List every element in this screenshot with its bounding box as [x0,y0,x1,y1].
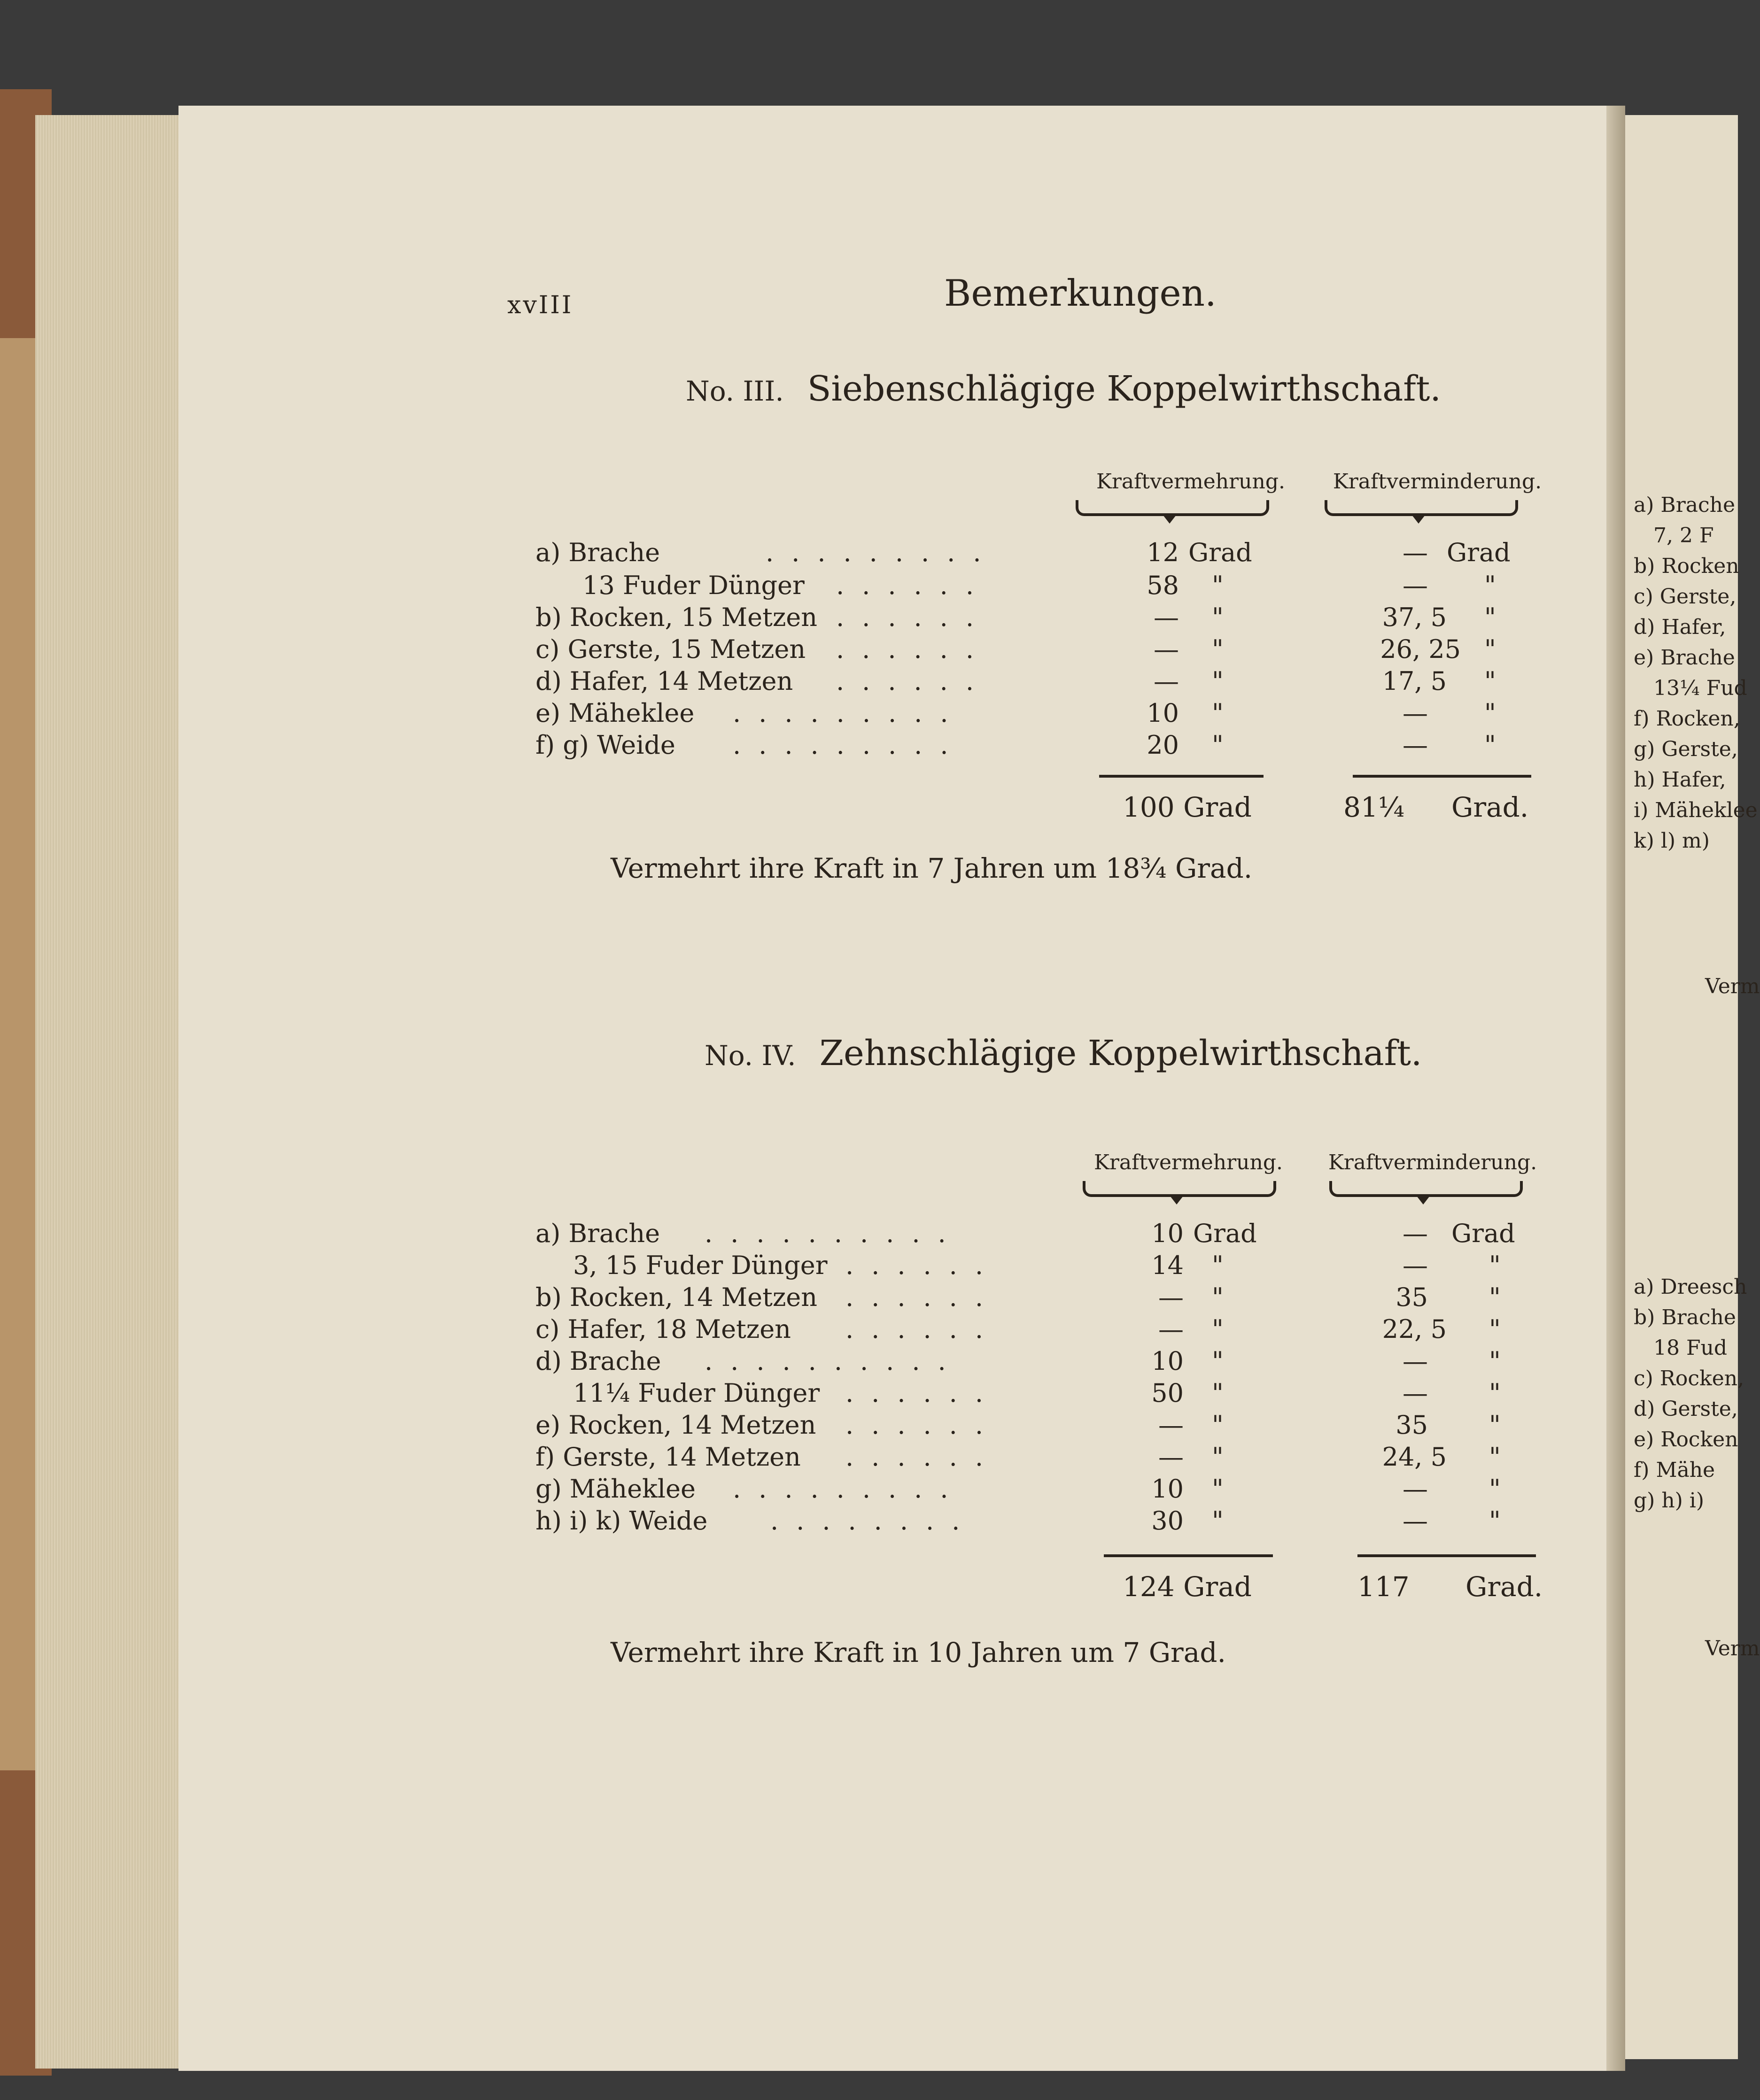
facing-text: 13¼ Fud [1653,676,1747,700]
increase-unit: " [1212,1410,1224,1440]
decrease-unit: " [1484,634,1496,664]
section-title-3 [686,369,1441,409]
increase-unit: Grad [1193,1219,1257,1248]
page-edges [35,115,190,2069]
facing-page [1625,115,1760,2059]
decrease-value: 37, 5 [1382,602,1447,632]
increase-value: 20 [1147,730,1179,760]
decrease-value: — [1403,1251,1428,1280]
leader-dots: .......... [705,1219,964,1248]
column-header-increase: Kraftvermehrung. [1096,470,1285,494]
row-label: d) Hafer, 14 Metzen [535,666,793,696]
leader-dots: ...... [845,1314,1001,1344]
row-label: c) Gerste, 15 Metzen [535,634,806,664]
row-label: 3, 15 Fuder Dünger [573,1251,828,1280]
decrease-unit: " [1484,698,1496,728]
increase-value: — [1154,602,1179,632]
brace [1325,500,1518,516]
facing-text: i) Mäheklee [1634,798,1758,822]
decrease-value: — [1403,1219,1428,1248]
facing-text: f) Mähe [1634,1458,1715,1482]
facing-text: 18 Fud [1653,1336,1728,1360]
cover-paper-strip [0,338,40,1770]
section-title-4 [705,1033,1422,1073]
increase-value: 10 [1151,1346,1184,1376]
increase-value: 10 [1147,698,1179,728]
brace-tip [1412,515,1425,524]
increase-unit: " [1212,1442,1224,1472]
facing-text: d) Gerste, [1634,1397,1738,1421]
brace [1083,1181,1276,1197]
decrease-value: — [1403,1474,1428,1504]
increase-value: — [1158,1410,1184,1440]
decrease-value: 35 [1396,1282,1428,1312]
facing-text: Verm [1705,1637,1760,1660]
row-label: f) g) Weide [535,730,675,760]
decrease-value: — [1403,538,1428,567]
column-header-decrease: Kraftverminderung. [1333,470,1542,494]
decrease-unit: " [1489,1506,1501,1536]
book-gutter [1606,106,1625,2071]
decrease-unit: " [1489,1251,1501,1280]
decrease-value: — [1403,1506,1428,1536]
leader-dots: ...... [836,571,992,600]
leader-dots: ......... [733,730,966,760]
leader-dots: ...... [836,666,992,696]
increase-value: — [1158,1442,1184,1472]
decrease-unit: " [1484,730,1496,760]
increase-unit: " [1212,666,1224,696]
facing-text: g) Gerste, [1634,737,1738,761]
increase-unit: " [1212,634,1224,664]
sum-rule [1357,1554,1536,1557]
column-header-increase: Kraftvermehrung. [1094,1150,1283,1174]
decrease-unit: " [1484,666,1496,696]
leader-dots: ......... [733,698,966,728]
facing-text: e) Brache [1634,646,1735,670]
facing-text: g) h) i) [1634,1489,1705,1513]
increase-unit: " [1212,1282,1224,1312]
facing-text: 7, 2 F [1653,524,1714,548]
decrease-value: — [1403,571,1428,600]
increase-value: 14 [1151,1251,1184,1280]
increase-unit: " [1212,730,1224,760]
decrease-value: 22, 5 [1382,1314,1447,1344]
leader-dots: ......... [766,538,999,567]
decrease-unit: Grad [1451,1219,1515,1248]
increase-unit: " [1212,698,1224,728]
row-label: e) Rocken, 14 Metzen [535,1410,816,1440]
facing-text: a) Dreesch [1634,1275,1747,1299]
increase-value: 10 [1151,1219,1184,1248]
increase-value: 50 [1151,1378,1184,1408]
increase-value: — [1158,1282,1184,1312]
decrease-value: 35 [1396,1410,1428,1440]
increase-unit: " [1212,1378,1224,1408]
leader-dots: ...... [845,1282,1001,1312]
increase-unit: " [1212,1346,1224,1376]
facing-text: d) Hafer, [1634,615,1726,639]
total-decrease-value: 117 [1357,1571,1410,1603]
leader-dots: ........ [770,1506,978,1536]
leader-dots: ...... [845,1378,1001,1408]
book-page [178,106,1625,2071]
section-heading: Siebenschlägige Koppelwirthschaft. [807,369,1441,409]
total-decrease-unit: Grad. [1465,1571,1543,1603]
column-header-decrease: Kraftverminderung. [1328,1150,1537,1174]
facing-text: k) l) m) [1634,829,1710,853]
facing-text: Verm [1705,974,1760,998]
increase-value: — [1154,666,1179,696]
facing-text: f) Rocken, [1634,707,1740,731]
sum-rule [1353,775,1531,778]
increase-unit: " [1212,1251,1224,1280]
brace [1076,500,1269,516]
increase-unit: " [1212,571,1224,600]
increase-value: — [1154,634,1179,664]
total-decrease-unit: Grad. [1451,791,1529,823]
increase-unit: " [1212,1314,1224,1344]
running-title: Bemerkungen. [944,272,1217,315]
row-label: b) Rocken, 15 Metzen [535,602,818,632]
increase-unit: " [1212,1474,1224,1504]
row-label: f) Gerste, 14 Metzen [535,1442,801,1472]
sum-rule [1099,775,1264,778]
decrease-unit: " [1484,602,1496,632]
brace [1329,1181,1523,1197]
decrease-value: — [1403,1346,1428,1376]
leader-dots: .......... [705,1346,964,1376]
total-increase: 100 Grad [1123,791,1252,823]
sum-rule [1104,1554,1273,1557]
decrease-unit: " [1489,1282,1501,1312]
leader-dots: ...... [845,1442,1001,1472]
decrease-value: 24, 5 [1382,1442,1447,1472]
decrease-value: — [1403,1378,1428,1408]
row-label: b) Rocken, 14 Metzen [535,1282,818,1312]
decrease-value: 17, 5 [1382,666,1447,696]
increase-value: — [1158,1314,1184,1344]
total-decrease-value: 81¼ [1343,791,1405,823]
row-label: 13 Fuder Dünger [582,571,805,600]
facing-text: c) Rocken, [1634,1367,1744,1390]
summary-line: Vermehrt ihre Kraft in 7 Jahren um 18¾ Grad. [611,852,1253,884]
decrease-unit: " [1484,571,1496,600]
row-label: e) Mäheklee [535,698,695,728]
facing-text: a) Brache [1634,493,1736,517]
decrease-value: — [1403,730,1428,760]
increase-value: 10 [1151,1474,1184,1504]
facing-text: e) Rocken [1634,1428,1738,1451]
section-number: No. IV. [705,1040,796,1072]
leader-dots: ...... [836,602,992,632]
row-label: g) Mäheklee [535,1474,696,1504]
decrease-value: 26, 25 [1380,634,1461,664]
page-number: xvIII [507,291,574,319]
row-label: h) i) k) Weide [535,1506,708,1536]
brace-tip [1163,515,1176,524]
section-number: No. III. [686,375,784,407]
row-label: d) Brache [535,1346,661,1376]
row-label: a) Brache [535,538,660,567]
leader-dots: ......... [733,1474,966,1504]
decrease-unit: " [1489,1410,1501,1440]
brace-tip [1417,1196,1430,1204]
total-increase: 124 Grad [1123,1571,1252,1603]
facing-text: h) Hafer, [1634,768,1726,792]
leader-dots: ...... [845,1410,1001,1440]
decrease-unit: " [1489,1442,1501,1472]
row-label: a) Brache [535,1219,660,1248]
decrease-unit: Grad [1447,538,1511,567]
increase-unit: " [1212,1506,1224,1536]
row-label: 11¼ Fuder Dünger [573,1378,820,1408]
increase-value: 12 [1147,538,1179,567]
decrease-value: — [1403,698,1428,728]
row-label: c) Hafer, 18 Metzen [535,1314,791,1344]
leader-dots: ...... [836,634,992,664]
increase-value: 58 [1147,571,1179,600]
increase-unit: Grad [1188,538,1252,567]
decrease-unit: " [1489,1346,1501,1376]
decrease-unit: " [1489,1378,1501,1408]
facing-text: c) Gerste, [1634,585,1737,609]
decrease-unit: " [1489,1474,1501,1504]
decrease-unit: " [1489,1314,1501,1344]
leader-dots: ...... [845,1251,1001,1280]
increase-value: 30 [1151,1506,1184,1536]
increase-unit: " [1212,602,1224,632]
section-heading: Zehnschlägige Koppelwirthschaft. [819,1033,1422,1073]
facing-text: b) Rocken [1634,554,1739,578]
brace-tip [1170,1196,1183,1204]
facing-text: b) Brache [1634,1305,1736,1329]
summary-line: Vermehrt ihre Kraft in 10 Jahren um 7 Grad. [611,1637,1226,1668]
